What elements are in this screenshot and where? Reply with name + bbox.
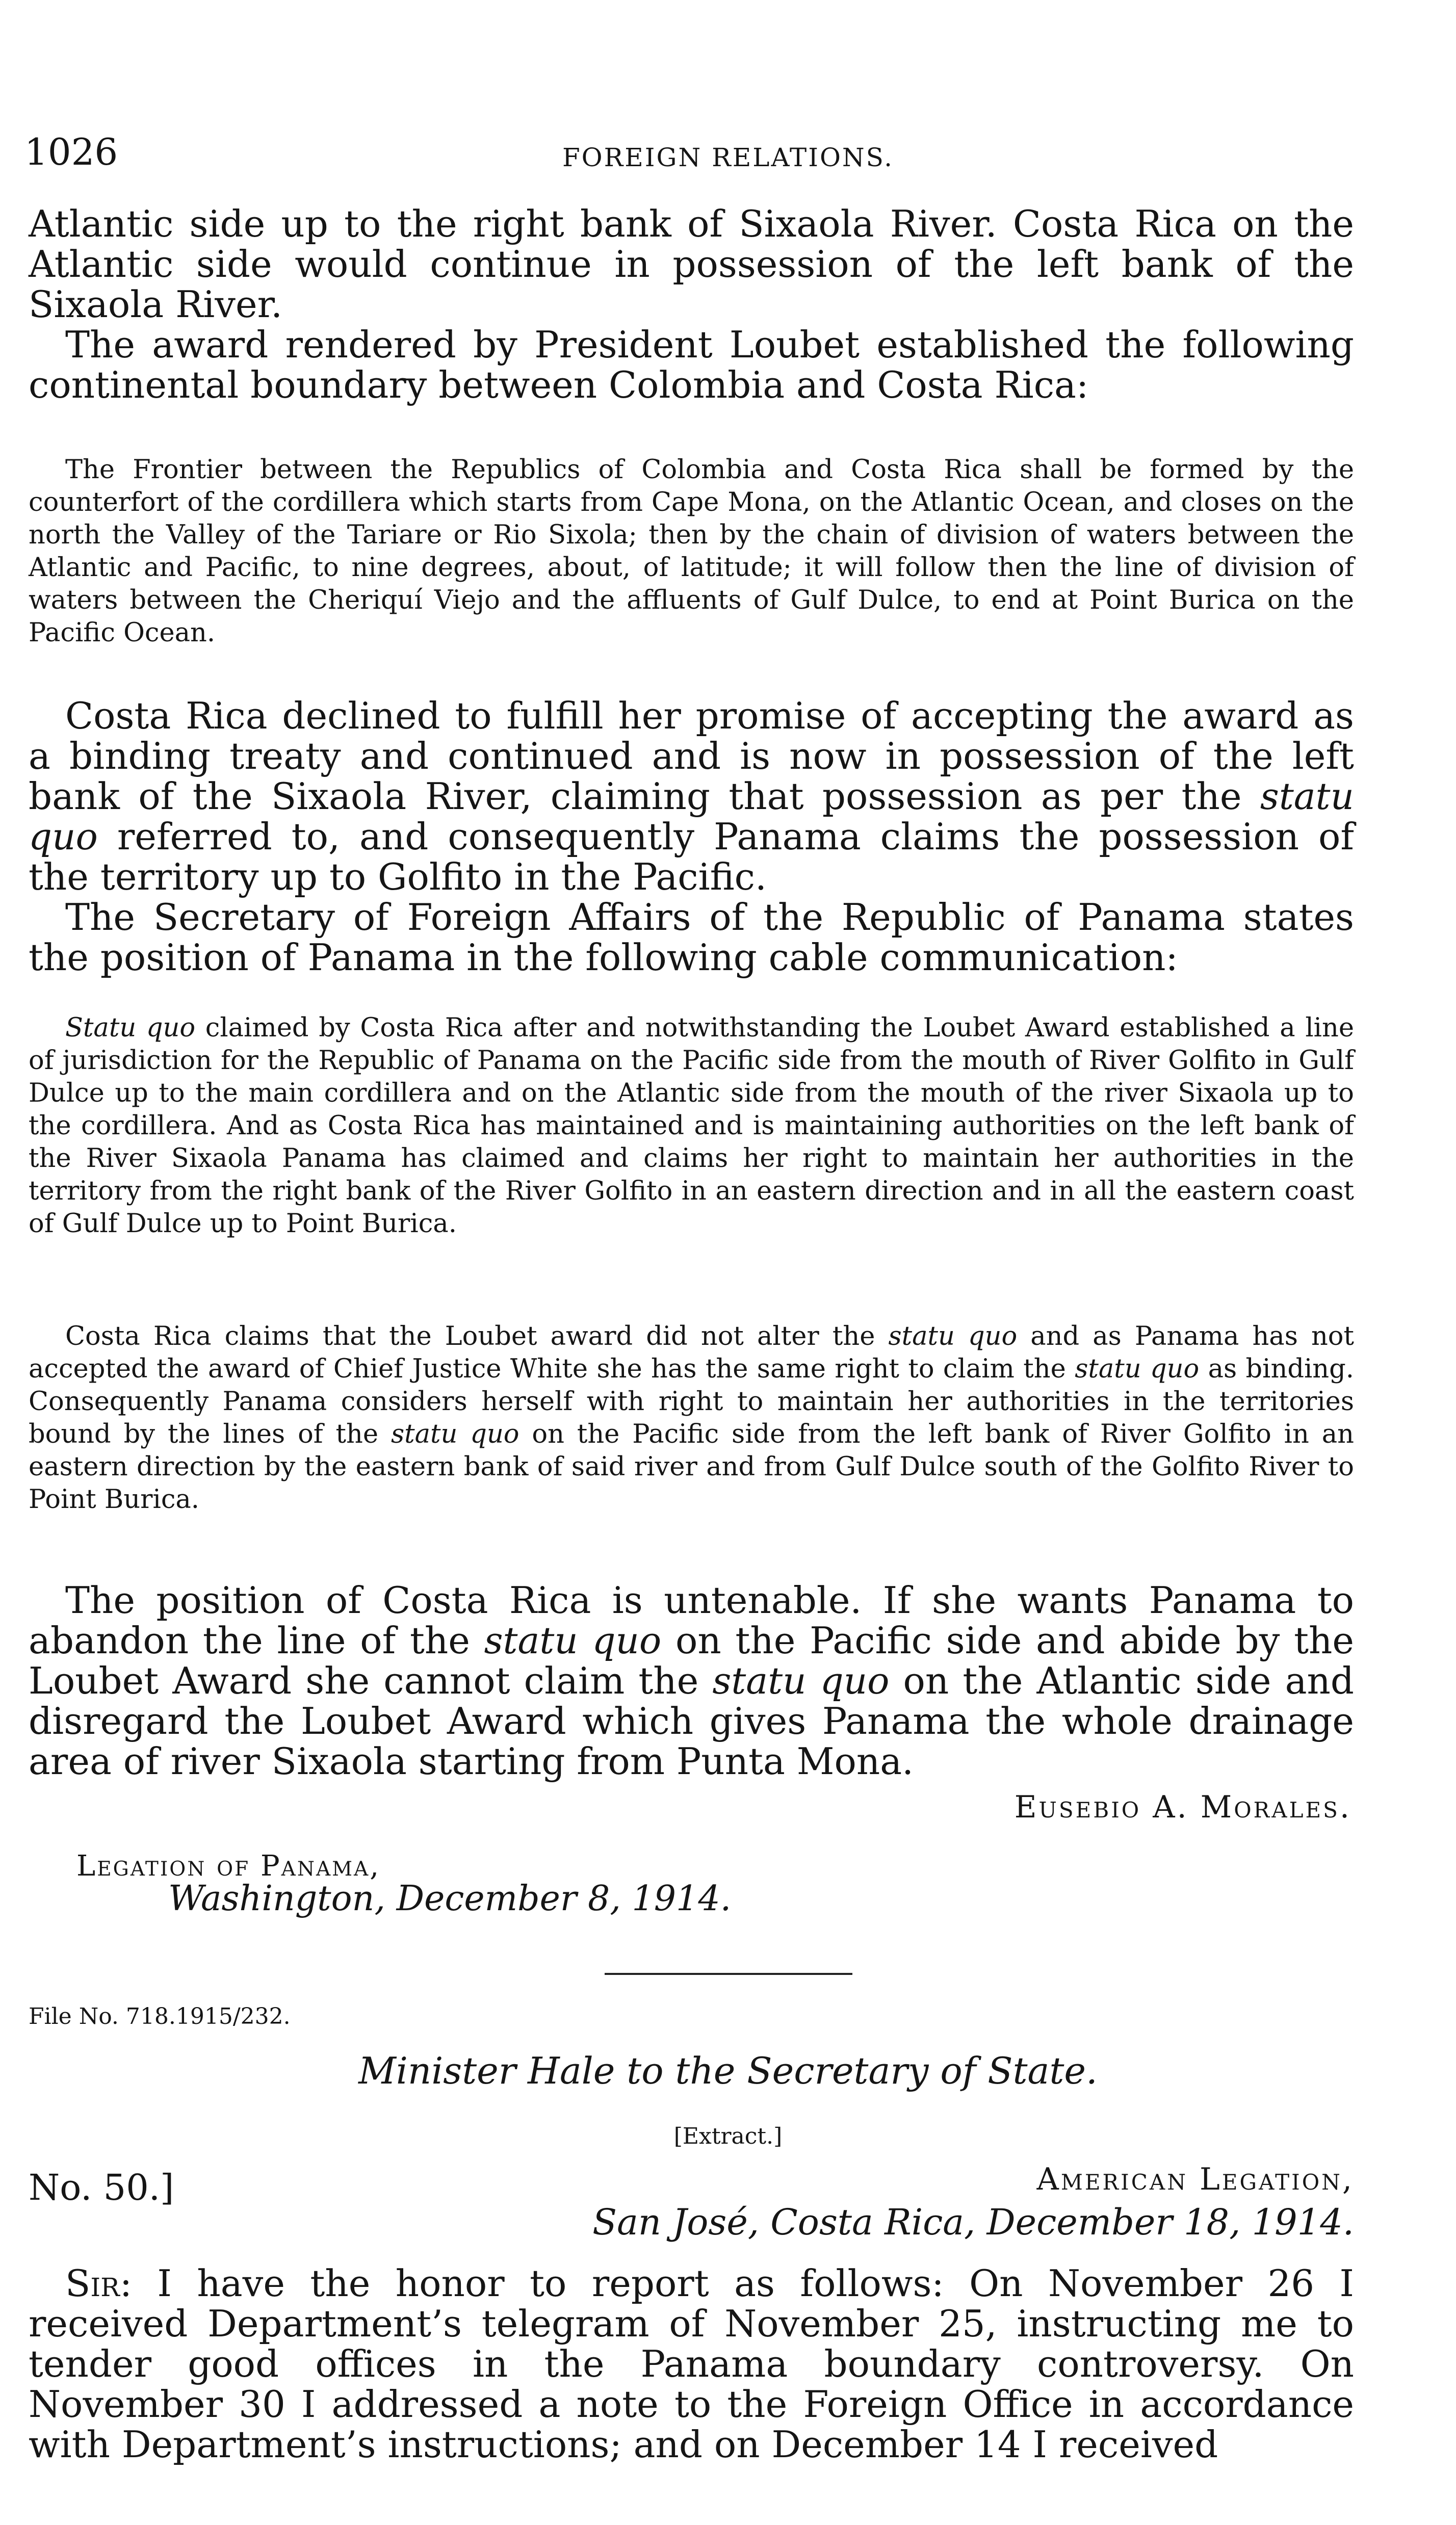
cable-quotation-2 <box>29 1320 1354 1516</box>
extract-label: [Extract.] <box>673 2123 783 2149</box>
file-number: File No. 718.1915/232. <box>29 2003 291 2029</box>
letter-paragraph <box>29 2263 1354 2465</box>
cable-quotation-2-text-d: on the Pacific side from the left bank of River Golfito in an eastern direction by the eastern bank of said river and from Gulf Dulce south of the Golfito River to Point Burica. <box>29 1419 1354 1515</box>
paragraph-3-text-b: referred to, and consequently Panama claims the possession of the territory up to Golfito in the Pacific. <box>29 815 1354 898</box>
paragraph-5-text-a: The position of Costa Rica is untenable. If she wants Panama to abandon the line of the <box>29 1579 1354 1662</box>
paragraph-3-text-a: Costa Rica declined to fulfill her promise of accepting the award as a binding treaty and continued and is now in possession of the left bank of the Sixaola River, claiming that possession as per the <box>29 694 1354 818</box>
paragraph-2: The award rendered by President Loubet established the following continental boundary between Colombia and Costa Rica: <box>29 323 1354 406</box>
document-title: Minister Hale to the Secretary of State. <box>358 2049 1098 2092</box>
legation-line: Legation of Panama, <box>76 1850 381 1883</box>
cable-quotation-2-text-a: Costa Rica claims that the Loubet award did not alter the <box>65 1321 889 1351</box>
page-number: 1026 <box>24 131 118 173</box>
cable-quotation-1-text: claimed by Costa Rica after and notwithstanding the Loubet Award established a line of jurisdiction for the Republic of Panama on the Pacific side from the mouth of River Golfito in Gulf Dulce up to the main cordillera and on the Atlantic side from the mouth of the river Sixaola up to the cordillera. And as Costa Rica has maintained and is maintaining authorities on the left bank of the River Sixaola Panama has claimed and claims her right to maintain her authorities in the territory from the right bank of the River Golfito in an eastern direction and in all the eastern coast of Gulf Dulce up to Point Burica. <box>29 1013 1354 1239</box>
dispatch-number: No. 50.] <box>29 2167 174 2208</box>
cable-quotation-2-text-c: as binding. Consequently Panama considers herself with right to maintain her authorities in the territories bound by the lines of the <box>29 1354 1355 1449</box>
cable-quotation-1-italic: Statu quo <box>65 1013 196 1043</box>
paragraph-3-italic: statu quo <box>29 775 1354 858</box>
cable-quotation-2-text-b: and as Panama has not accepted the award of Chief Justice White she has the same right to claim the <box>29 1321 1355 1384</box>
paragraph-1: Atlantic side up to the right bank of Sixaola River. Costa Rica on the Atlantic side would continue in possession of the left bank of the Sixaola River. <box>29 202 1354 326</box>
section-divider <box>605 1973 852 1975</box>
running-head: FOREIGN RELATIONS. <box>562 143 894 172</box>
salutation: Sir <box>65 2262 120 2305</box>
american-legation-line: American Legation, <box>1036 2162 1354 2197</box>
paragraph-5-italic-1: statu quo <box>484 1619 662 1662</box>
letter-text: : I have the honor to report as follows: On November 26 I received Department’s telegram of November 25, instructing me to tender good offices in the Panama boundary controversy. On November 30 I addressed a note to the Foreign Office in accordance with Department’s instructions; and on December 14 I received <box>29 2262 1354 2466</box>
paragraph-5-text-b: on the Pacific side and abide by the Loubet Award she cannot claim the <box>29 1619 1355 1702</box>
award-quotation: The Frontier between the Republics of Colombia and Costa Rica shall be formed by the counterfort of the cordillera which starts from Cape Mona, on the Atlantic Ocean, and closes on the north the Valley of the Tariare or Rio Sixola; then by the chain of division of waters between the Atlantic and Pacific, to nine degrees, about, of latitude; it will follow then the line of division of waters between the Cheriquí Viejo and the affluents of Gulf Dulce, to end at Point Burica on the Pacific Ocean. <box>29 455 1354 648</box>
signature-name: Eusebio A. Morales. <box>1014 1789 1351 1825</box>
cable-quotation-2-italic-2: statu quo <box>1075 1354 1200 1384</box>
paragraph-5-italic-2: statu quo <box>712 1659 890 1702</box>
paragraph-4: The Secretary of Foreign Affairs of the Republic of Panama states the position of Panama in the following cable communication: <box>29 896 1354 979</box>
paragraph-3 <box>29 696 1354 897</box>
place-date-line: Washington, December 8, 1914. <box>168 1879 732 1919</box>
cable-quotation-1 <box>29 1012 1354 1240</box>
dispatch-place-date: San José, Costa Rica, December 18, 1914. <box>592 2201 1354 2243</box>
paragraph-5 <box>29 1580 1354 1782</box>
paragraph-5-text-c: on the Atlantic side and disregard the Loubet Award which gives Panama the whole drainage area of river Sixaola starting from Punta Mona. <box>29 1659 1354 1783</box>
cable-quotation-2-italic-3: statu quo <box>391 1419 519 1449</box>
cable-quotation-2-italic-1: statu quo <box>888 1321 1018 1351</box>
